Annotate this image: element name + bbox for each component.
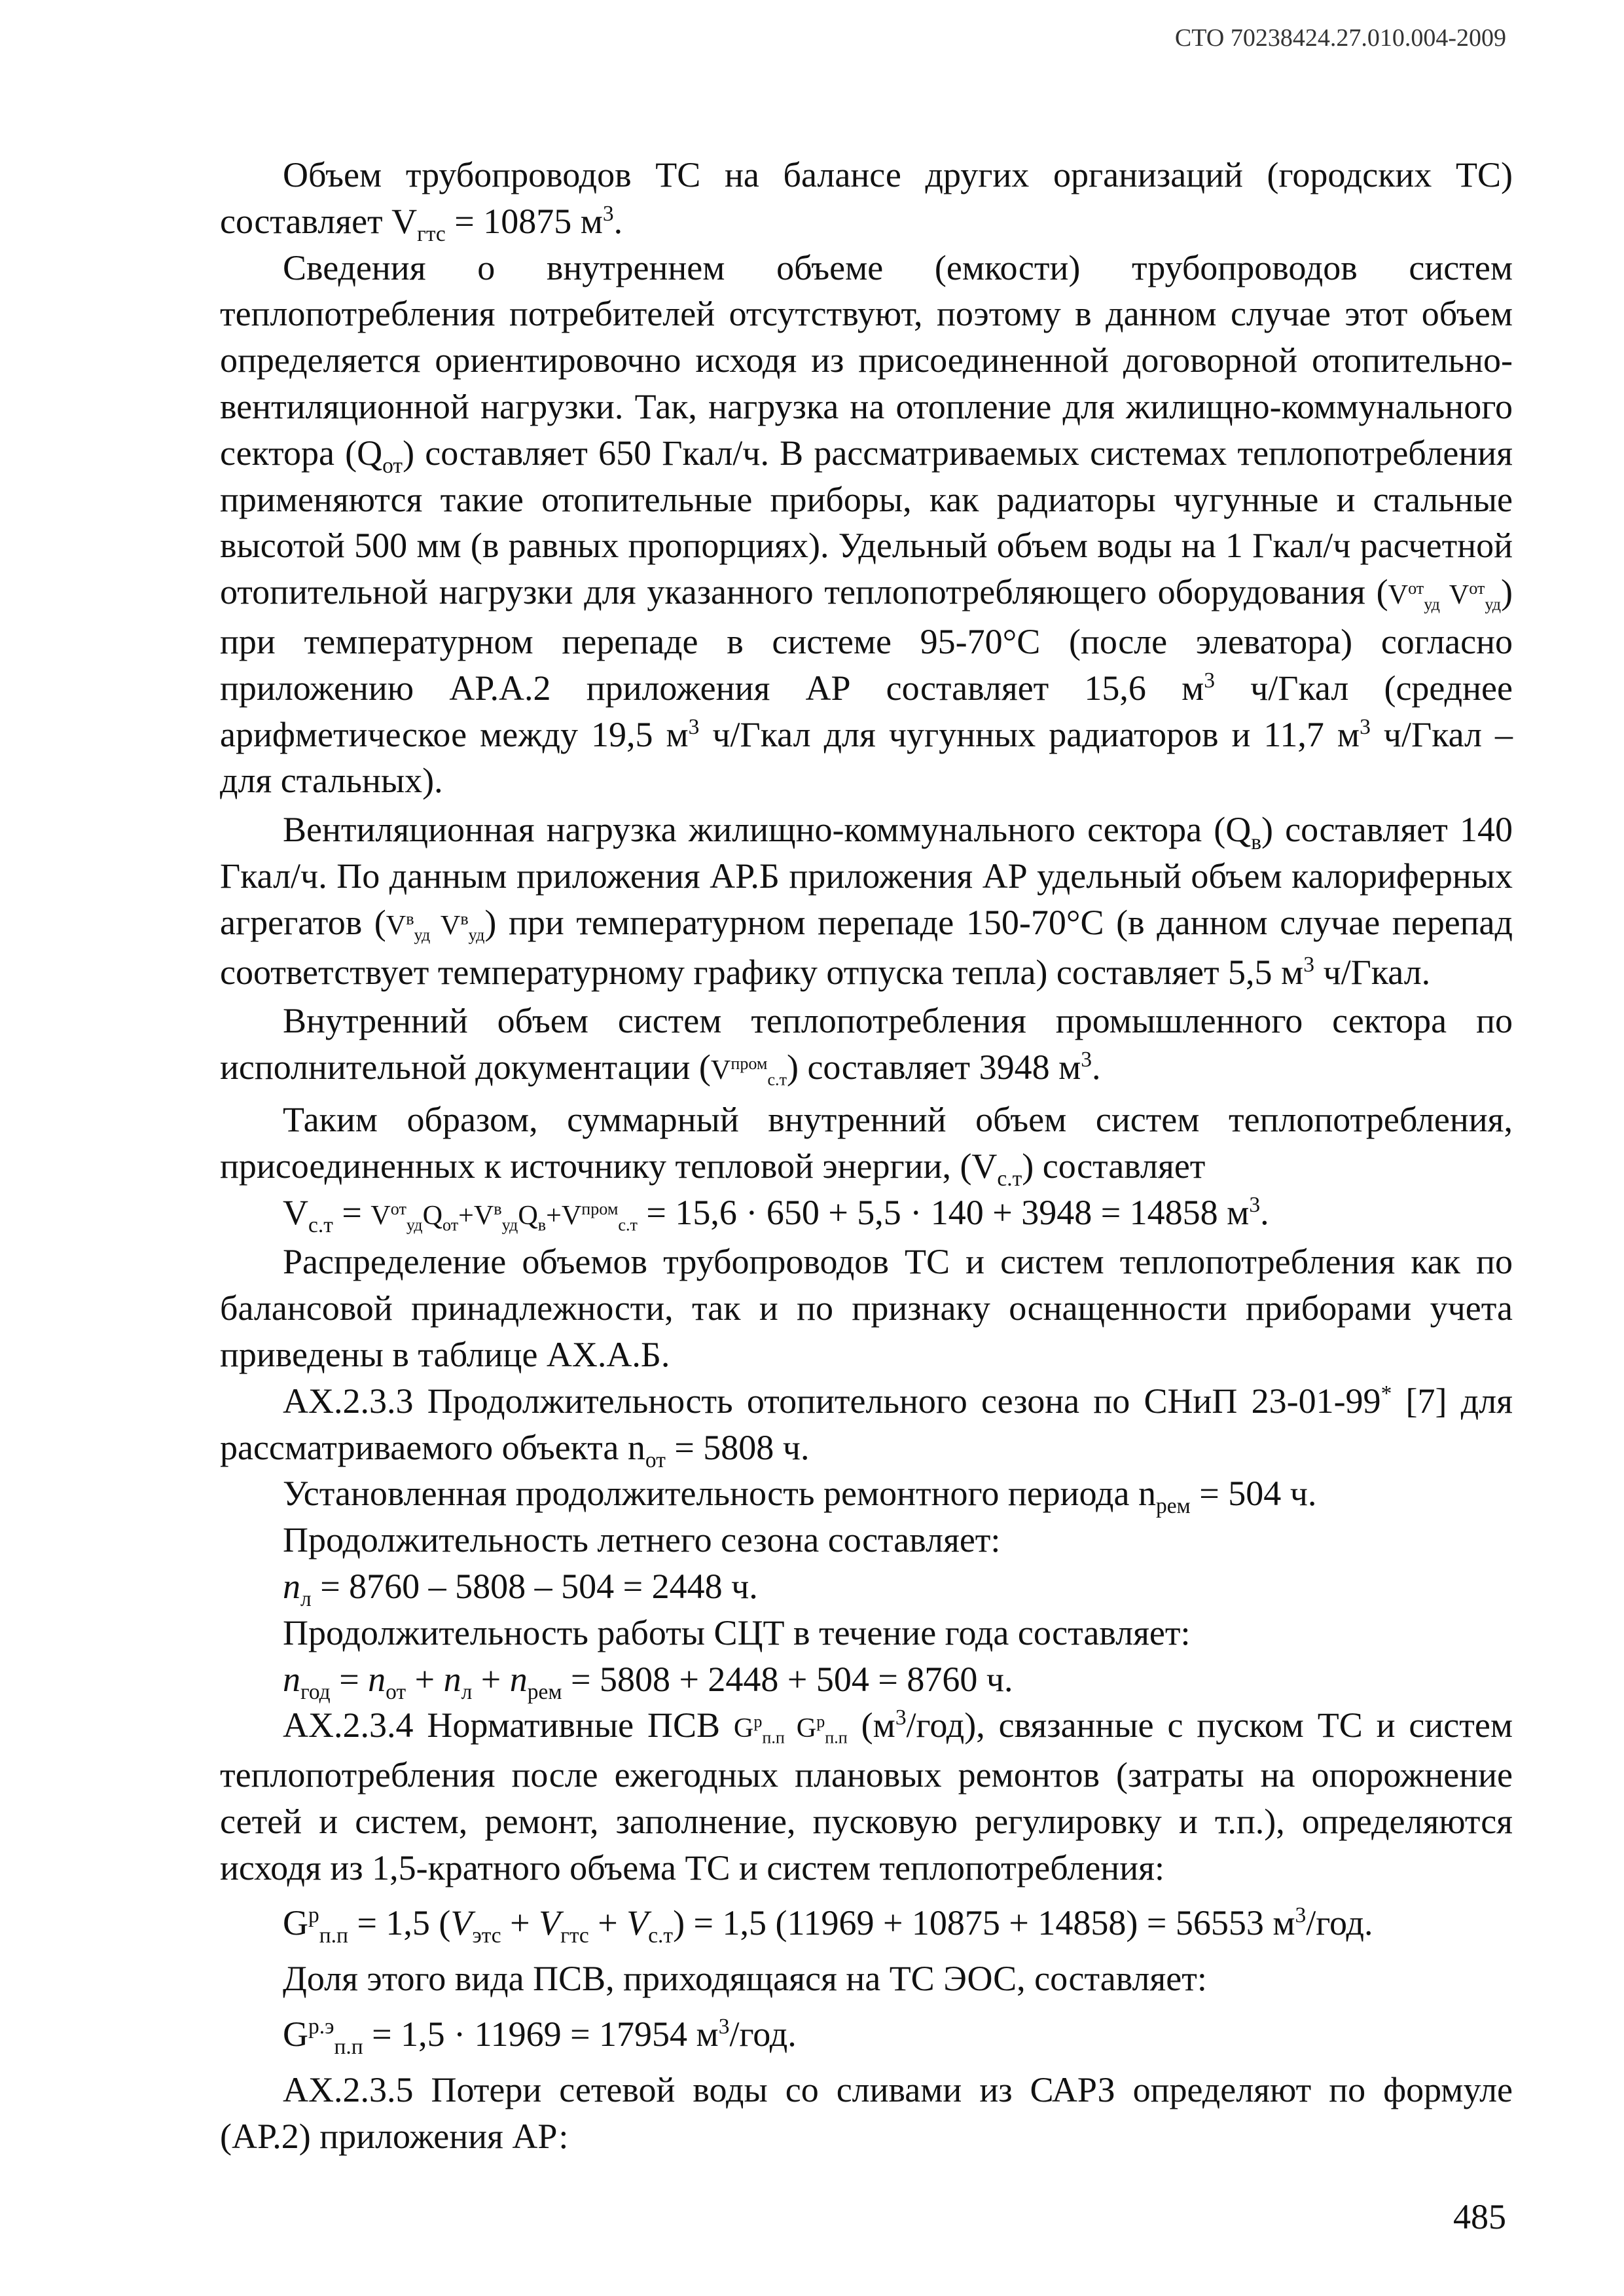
subscript: п.п — [762, 1728, 785, 1747]
text: n — [283, 1659, 300, 1699]
superscript: * — [1380, 1381, 1392, 1406]
subscript: этс — [472, 1923, 501, 1948]
text: + — [501, 1903, 539, 1943]
text: АХ.2.3.4 Нормативные ПСВ — [283, 1705, 734, 1745]
text: АХ.2.3.3 Продолжительность отопительного сезона по СНиП 23-01-99 — [283, 1381, 1381, 1421]
text: V — [386, 909, 406, 941]
text: Вентиляционная нагрузка жилищно-коммунального сектора (Q — [283, 810, 1252, 850]
subscript: уд — [406, 1214, 423, 1234]
superscript: 3 — [1295, 1903, 1307, 1928]
startup-loss-symbol — [733, 1712, 848, 1747]
paragraph-industrial-volume — [220, 998, 1513, 1094]
subscript: п.п — [825, 1728, 848, 1747]
text: G — [733, 1713, 754, 1744]
paragraph-ventilation-load — [220, 807, 1513, 995]
subscript: от — [386, 1679, 406, 1704]
text: = 1,5 · 11969 = 17954 м — [363, 2014, 719, 2054]
text: . — [1260, 1192, 1269, 1232]
paragraph-internal-volume-info — [220, 245, 1513, 805]
formula-summer-season — [220, 1563, 1513, 1610]
subscript: от — [442, 1214, 459, 1234]
text: V — [370, 1199, 391, 1231]
text: /год. — [729, 2014, 797, 2054]
text: = 1,5 ( — [348, 1903, 451, 1943]
text: V — [450, 1903, 473, 1943]
text: Внутренний объем систем теплопотребления промышленного сектора по исполнительной документации ( — [220, 1001, 1513, 1087]
superscript: 3 — [1204, 668, 1215, 693]
paragraph-heating-season — [220, 1378, 1513, 1471]
superscript: р.э — [308, 2014, 334, 2039]
paragraph-repair-period — [220, 1470, 1513, 1517]
text: ч/Гкал. — [1314, 952, 1431, 992]
text: + — [406, 1659, 444, 1699]
superscript: р — [753, 1712, 763, 1732]
subscript: год — [300, 1679, 331, 1704]
text: n — [368, 1659, 386, 1699]
superscript: в — [494, 1199, 502, 1218]
superscript: от — [1408, 579, 1424, 598]
text: Q — [518, 1199, 538, 1231]
text: ) при температурном перепаде 150-70°С (в данном случае перепад соответствует температурному графику отпуска тепла) составляет 5,5 м — [220, 902, 1513, 992]
superscript: 3 — [1360, 714, 1371, 739]
text: = 10875 м — [445, 201, 603, 241]
paragraph-city-network-volume — [220, 152, 1513, 245]
text: = — [333, 1192, 371, 1232]
text: V — [710, 1055, 731, 1086]
text: Объем трубопроводов ТС на балансе других организаций (городских ТС) составляет V — [220, 155, 1513, 241]
text: ) составляет — [1022, 1146, 1206, 1186]
formula-eos-share — [220, 2011, 1513, 2058]
specific-volume-symbol — [386, 909, 485, 945]
subscript: с.т — [997, 1166, 1022, 1191]
superscript: от — [390, 1199, 406, 1218]
text: Q — [422, 1199, 442, 1231]
text: . — [613, 201, 623, 241]
superscript: 3 — [688, 714, 700, 739]
text: /год. — [1306, 1903, 1373, 1943]
subscript: гтс — [560, 1923, 589, 1948]
subscript: рем — [527, 1679, 562, 1704]
paragraph-startup-losses — [220, 1702, 1513, 1891]
subscript: с.т — [308, 1212, 333, 1237]
paragraph-annual-operation: Продолжительность работы СЦТ в течение года составляет: — [283, 1613, 1191, 1652]
text: ч/Гкал (среднее арифметическое между 19,5 м — [220, 668, 1513, 754]
superscript: в — [406, 909, 414, 928]
subscript: в — [537, 1214, 547, 1234]
text: = — [330, 1659, 369, 1699]
text: /год), связанные с пуском ТС и систем теплопотребления после ежегодных плановых ремонтов (затраты на опорожнение сетей и систем, ремонт, заполнение, пусковую регулировку и т.п.), определяются исходя из 1,5-кратного объема ТС и систем теплопотребления: — [220, 1705, 1513, 1887]
text: +V — [458, 1199, 494, 1231]
text: n — [509, 1659, 528, 1699]
text: V — [626, 1903, 649, 1943]
subscript: уд — [414, 925, 431, 945]
text: G — [283, 1903, 308, 1943]
text: n — [283, 1566, 300, 1606]
formula-total-volume — [220, 1190, 1513, 1239]
text: G — [283, 2014, 308, 2054]
formula-startup-losses — [220, 1900, 1513, 1946]
text: V — [440, 909, 461, 941]
subscript: с.т — [618, 1214, 638, 1234]
subscript: п.п — [334, 2034, 363, 2059]
specific-volume-symbol — [1388, 579, 1502, 614]
text: ) при температурном перепаде в системе 95-70°С (после элеватора) согласно приложению АР.А.2 приложения АР составляет 15,6 м — [220, 572, 1513, 708]
text: Сведения о внутреннем объеме (емкости) трубопроводов систем теплопотребления потребителей отсутствуют, поэтому в данном случае этот объем определяется ориентировочно исходя из присоединенной договорной отопительно-вентиляционной нагрузки. Так, нагрузка на отопление для жилищно-коммунального сектора (Q — [220, 247, 1513, 473]
superscript: 3 — [1303, 952, 1314, 977]
text: ) составляет 3948 м — [786, 1048, 1081, 1087]
subscript: рем — [1155, 1494, 1191, 1519]
text: n — [443, 1659, 461, 1699]
text: Таким образом, суммарный внутренний объем систем теплопотребления, присоединенных к источнику тепловой энергии, (V — [220, 1099, 1513, 1186]
superscript: 3 — [895, 1705, 907, 1730]
text: V — [283, 1192, 308, 1232]
superscript: 3 — [718, 2014, 730, 2039]
document-body — [220, 152, 1513, 2159]
text: + — [472, 1659, 510, 1699]
paragraph-eos-share: Доля этого вида ПСВ, приходящаяся на ТС ЭОС, составляет: — [283, 1959, 1207, 1999]
superscript: 3 — [602, 201, 614, 226]
text: +V — [546, 1199, 582, 1231]
text: + — [588, 1903, 627, 1943]
text: ч/Гкал – для стальных). — [220, 714, 1513, 801]
text: (м — [847, 1705, 895, 1745]
subscript: от — [382, 453, 403, 478]
subscript: л — [461, 1679, 473, 1704]
text: ) составляет 140 Гкал/ч. По данным приложения АР.Б приложения АР удельный объем калориферных агрегатов ( — [220, 810, 1513, 942]
text: = 5808 ч. — [665, 1427, 810, 1467]
subscript: уд — [1485, 594, 1502, 614]
text: Установленная продолжительность ремонтного периода n — [283, 1474, 1156, 1514]
subscript: в — [1251, 829, 1262, 854]
text: ) составляет 650 Гкал/ч. В рассматриваемых системах теплопотребления применяются такие отопительные приборы, как радиаторы чугунные и стальные высотой 500 мм (в равных пропорциях). Удельный объем воды на 1 Гкал/ч расчетной отопительной нагрузки для указанного теплопотребляющего оборудования ( — [220, 433, 1513, 612]
text: . — [1092, 1048, 1101, 1087]
subscript: с.т — [648, 1923, 674, 1948]
subscript: п.п — [319, 1923, 348, 1948]
paragraph-sarz-losses: АХ.2.3.5 Потери сетевой воды со сливами из САРЗ определяют по формуле (АР.2) приложения АР: — [220, 2069, 1513, 2156]
superscript: 3 — [1249, 1192, 1261, 1217]
subscript: от — [645, 1448, 666, 1472]
superscript: в — [460, 909, 469, 928]
text: = 5808 + 2448 + 504 = 8760 ч. — [562, 1659, 1013, 1699]
subscript: с.т — [767, 1070, 787, 1089]
paragraph-total-internal-volume — [220, 1097, 1513, 1190]
text: = 504 ч. — [1190, 1474, 1317, 1514]
superscript: пром — [581, 1199, 619, 1218]
superscript: р — [308, 1903, 319, 1928]
superscript: от — [1469, 579, 1485, 598]
superscript: р — [816, 1712, 825, 1732]
industrial-volume-symbol — [710, 1054, 787, 1089]
paragraph-summer-season: Продолжительность летнего сезона составляет: — [283, 1520, 1001, 1560]
text: = 15,6 · 650 + 5,5 · 140 + 3948 = 14858 м — [637, 1192, 1250, 1232]
subscript: л — [300, 1586, 312, 1611]
text: V — [1388, 579, 1409, 611]
formula-terms — [370, 1199, 638, 1234]
page-number: 485 — [1453, 2197, 1506, 2236]
subscript: уд — [501, 1214, 518, 1234]
paragraph-volume-distribution: Распределение объемов трубопроводов ТС и систем теплопотребления как по балансовой принадлежности, так и по признаку оснащенности приборами учета приведены в таблице АХ.А.Б. — [220, 1242, 1513, 1374]
text: G — [796, 1713, 817, 1744]
document-code-header: СТО 70238424.27.010.004-2009 — [1174, 24, 1506, 52]
superscript: пром — [731, 1054, 768, 1074]
subscript: гтс — [417, 221, 446, 246]
subscript: уд — [468, 925, 485, 945]
superscript: 3 — [1081, 1048, 1092, 1072]
text: V — [1449, 579, 1470, 611]
text: = 8760 – 5808 – 504 = 2448 ч. — [311, 1566, 758, 1606]
text: V — [539, 1903, 561, 1943]
subscript: уд — [1424, 594, 1440, 614]
text: ) = 1,5 (11969 + 10875 + 14858) = 56553 м — [673, 1903, 1295, 1943]
text: ч/Гкал для чугунных радиаторов и 11,7 м — [699, 714, 1360, 754]
formula-annual-operation — [220, 1656, 1513, 1703]
text: [7] для рассматриваемого объекта n — [220, 1381, 1513, 1467]
